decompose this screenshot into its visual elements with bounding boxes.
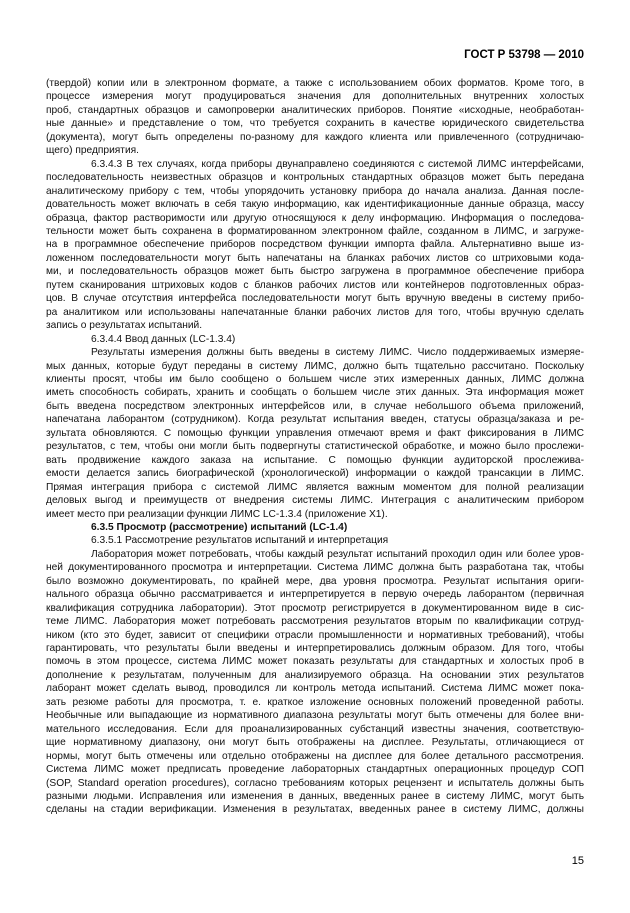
text-line: щие нормативному диапазону, они могут быть отображены на дисплее. Результаты, отличающиеся от xyxy=(46,737,584,749)
text-line: процессе измерения могут продуцироваться значения для дополнительных внутренних холостых xyxy=(46,91,584,103)
text-line: результатов, с тем, чтобы они могли быть подвергнуты статистической обработке, и можно было прослежи- xyxy=(46,441,584,453)
text-line: ра аналитиком или использованы напечатанные бланки рабочих листов для того, чтобы вручную сделать xyxy=(46,306,584,318)
text-line: напечатана лаборантом (сотрудником). Когда результат испытания введен, статусы образца/заказа и ре- xyxy=(46,414,584,426)
text-line: на в программное обеспечение приборов посредством функции импорта файла. Альтернативно выше из- xyxy=(46,239,584,251)
text-line: щего) предприятия. xyxy=(46,145,139,157)
text-line: Система ЛИМС может предписать проведение лабораторных стандартных операционных процедур СОП xyxy=(46,764,584,776)
text-line: (документа), могут быть определены по-разному для каждого клиента или привлеченного (сотрудничаю- xyxy=(46,131,584,143)
text-line: 6.3.5 Просмотр (рассмотрение) испытаний (LC-1.4) xyxy=(91,521,348,533)
text-line: нормы, могут быть отмечены или отдельно отображены на дисплее для более детального рассмотрения. xyxy=(46,750,584,762)
text-line: клиенты просят, чтобы им было сообщено о большем числе этих измеренных данных, ЛИМС должна xyxy=(46,373,584,385)
text-line: путем сканирования штриховых кодов с бланков рабочих листов или контейнеров подготовленных образ- xyxy=(46,279,584,291)
text-line: ми, и последовательность образцов может быть быстро загружена в программное обеспечение прибора xyxy=(46,266,584,278)
text-line: Необычные или выпадающие из нормативного диапазона результаты могут быть отмечены для более вни- xyxy=(46,710,584,722)
body-text xyxy=(46,77,584,817)
text-line: запись о результатах испытаний. xyxy=(46,320,203,332)
text-line: дополнение к результатам, полученным для анализируемого образца. На основании этих результатов xyxy=(46,669,584,681)
text-line: имеет место при реализации функции ЛИМС LC-1.3.4 (приложение X1). xyxy=(46,508,388,520)
text-line: деловых выгод и преимуществ от внедрения системы ЛИМС. Интеграция с аналитическим прибором xyxy=(46,495,584,507)
text-line: зать резюме работы для просмотра, т. е. краткое изложение основных положений проведенной работы. xyxy=(46,696,584,708)
text-line: было возможно документировать, по крайней мере, два уровня просмотра. Результат испытания ориги- xyxy=(46,575,584,587)
text-line: 6.3.4.3 В тех случаях, когда приборы двунаправлено соединяются с системой ЛИМС интерфейсами, xyxy=(91,158,584,170)
text-line: ложенном последовательности могут быть напечатаны на бланках рабочих листов со штриховыми кода- xyxy=(46,252,584,264)
text-line: ником (кто это будет, зависит от специфики отрасли промышленности и нормативных требований), чтобы xyxy=(46,629,584,641)
text-line: сделаны на стадии верификации. Изменения в результатах, введенных ранее в систему ЛИМС, должны xyxy=(46,804,584,816)
text-line: помочь в этом процессе, система ЛИМС может показать результаты для стандартных и холостых проб в xyxy=(46,656,584,668)
text-line: нального образца обычно рассматривается и интерпретируется в первую очередь лаборантом (первичная xyxy=(46,589,584,601)
text-line: мых данных, которые будут переданы в систему ЛИМС, должно быть тщательно рассчитано. Поскольку xyxy=(46,360,584,372)
text-line: последовательность неизвестных образцов и контрольных стандартных образцов может быть передана xyxy=(46,172,584,184)
text-line: 6.3.4.4 Ввод данных (LC-1.3.4) xyxy=(91,333,236,345)
text-line: емости делается запись биографической (хронологической) информации о каждой трансакции в ЛИМС. xyxy=(46,468,584,480)
text-line: зультата обновляются. С помощью функции управления отмечают время и факт фиксирования в ЛИМС xyxy=(46,427,584,439)
text-line: аналитическому прибору с тем, чтобы упорядочить установку прибора до начала анализа. Данная после- xyxy=(46,185,584,197)
text-line: мательного исследования. Если для проанализированных субстанций известны значения, соответствую- xyxy=(46,723,584,735)
text-line: вать продвижение каждого заказа на испытание. С помощью функции аудиторской прослежива- xyxy=(46,454,584,466)
page-number: 15 xyxy=(571,855,584,867)
text-line: квалификация сотрудника лаборатории). Этот просмотр регистрируется в документированном виде в сис- xyxy=(46,602,584,614)
text-line: Результаты измерения должны быть введены в систему ЛИМС. Число поддерживаемых измеряе- xyxy=(91,347,584,359)
text-line: быть введена посредством электронных интерфейсов или, в случае небольшого объема приложений, xyxy=(46,400,584,412)
text-line: иметь способность собирать, хранить и сообщать о большем числе этих данных. Эта информация может xyxy=(46,387,584,399)
text-line: (SOP, Standard operation procedures), согласно требованиям которых рецензент и испытатель должны быть xyxy=(46,777,584,789)
text-line: теме ЛИМС. Лаборатория может потребовать рассмотрения результатов вторым по квалификации сотруд- xyxy=(46,616,584,628)
standard-header: ГОСТ Р 53798 — 2010 xyxy=(464,49,584,61)
text-line: довательность может включать в себя такую информацию, как идентификационные данные образца, массу xyxy=(46,199,584,211)
text-line: Прямая интеграция прибора с системой ЛИМС является важным моментом для полной реализации xyxy=(46,481,584,493)
text-line: ные данные» и представление о том, что требуется сохранить в качестве юридического свидетельства xyxy=(46,118,584,130)
text-line: проб, стандартных образцов и самопроверки аналитических приборов. Понятие «исходные, необработан- xyxy=(46,104,584,116)
text-line: Лаборатория может потребовать, чтобы каждый результат испытаний проходил один или более уров- xyxy=(91,548,584,560)
text-line: 6.3.5.1 Рассмотрение результатов испытаний и интерпретация xyxy=(91,535,389,547)
text-line: ней документированного просмотра и интерпретации. Система ЛИМС должна быть разработана так, чтобы xyxy=(46,562,584,574)
text-line: гарантировать, что результаты были введены и интерпретировались должным образом. Для того, чтобы xyxy=(46,643,584,655)
text-line: образца, фактор растворимости или другую относящуюся к делу информацию. Информация о последова- xyxy=(46,212,584,224)
text-line: тельности может быть сохранена в форматированном электронном файле, созданном в ЛИМС, и загруже- xyxy=(46,225,584,237)
text-line: лаборант может сделать вывод, проводился ли контроль метода испытаний. Система ЛИМС может пока- xyxy=(46,683,584,695)
text-line: цов. В случае отсутствия интерфейса последовательности могут быть вручную введены в систему прибо- xyxy=(46,293,584,305)
text-line: разными людьми. Исправления или изменения в данных, введенных ранее в систему ЛИМС, могут быть xyxy=(46,791,584,803)
text-line: (твердой) копии или в электронном формате, а также с использованием обоих форматов. Кроме того, в xyxy=(46,78,584,89)
